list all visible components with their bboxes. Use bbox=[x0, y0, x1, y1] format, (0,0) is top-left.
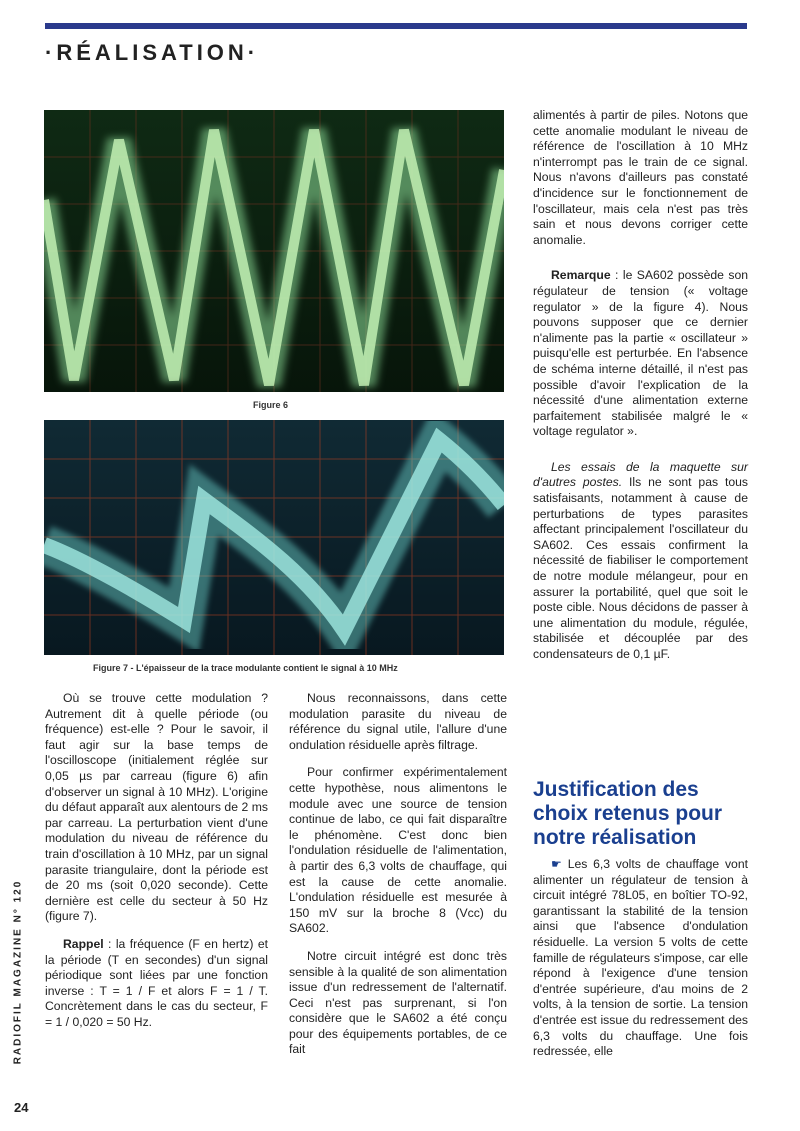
figure-7-caption: Figure 7 - L'épaisseur de la trace modulante contient le signal à 10 MHz bbox=[93, 663, 398, 673]
col3-paragraph-2 bbox=[533, 268, 748, 440]
col2-paragraph-1: Nous reconnaissons, dans cette modulation parasite du niveau de référence du signal utile, l'allure d'une ondulation résiduelle après filtrage. bbox=[289, 691, 507, 752]
col2-paragraph-3: Notre circuit intégré est donc très sensible à la qualité de son alimentation issue d'un redressement de l'alternatif. Ceci n'est pas surprenant, si l'on considère que le SA602 a été conçu pour des équipements portables, de ce fait bbox=[289, 948, 507, 1057]
section-heading: Justification des choix retenus pour notre réalisation bbox=[533, 778, 723, 849]
remarque-label: Remarque bbox=[551, 268, 611, 283]
magazine-sidebar bbox=[10, 857, 26, 1087]
col1-paragraph-2-text: : la fréquence (F en hertz) et la période (T en secondes) d'un signal périodique sont liées par une fonction inverse : T = 1 / F et alors F = 1 / T. Concrètement dans le cas du secteur, F = 1 / 0,020 = 50 Hz. bbox=[45, 936, 268, 1029]
col1-paragraph-1: Où se trouve cette modulation ? Autrement dit à quelle période (ou fréquence) est-elle ? Pour le savoir, il faut agir sur la base temps de l'oscilloscope (initialement réglée sur 0,05 µs par carreau (figure 6) afin d'observer un signal à 10 MHz). L'origine du défaut apparaît aux alentours de 2 ms par carreau. La perturbation vient d'une modulation du niveau de référence du train d'oscillation à 10 MHz, par un signal parasite triangulaire, dont la période est de 20 ms (soit 0,020 seconde). Cette dernière est celle du secteur à 50 Hz (figure 7). bbox=[45, 691, 268, 924]
col3-paragraph-2-text: : le SA602 possède son régulateur de tension (« voltage regulator » de la figure 4). Nous pouvons supposer que ce dernier n'alimente pas la partie « oscillateur » puisqu'elle est perturbée. En l'absence de schéma interne détaillé, il n'est pas possible d'avoir l'explication de la nécessité d'une alimentation externe parfaitement stabilisée malgré le « voltage regulator ». bbox=[533, 268, 748, 439]
pointing-hand-icon: ☛ bbox=[551, 857, 562, 871]
magazine-name: RADIOFIL MAGAZINE N° 120 bbox=[12, 879, 24, 1065]
header-rule bbox=[45, 23, 747, 29]
column-3 bbox=[533, 108, 748, 675]
column-1 bbox=[45, 691, 268, 1042]
col2-paragraph-2: Pour confirmer expérimentalement cette hypothèse, nous alimentons le module avec une source de tension continue de labo, ce qui fait disparaître le phénomène. C'est donc bien l'ondulation résiduelle de l'alimentation, à partir des 6,3 volts de chauffage, qui est la cause de cette anomalie. L'ondulation résiduelle est mesurée à 150 mV sur la broche 8 (Vcc) du SA602. bbox=[289, 765, 507, 936]
col3-paragraph-4-text: Les 6,3 volts de chauffage vont alimenter un régulateur de tension à circuit intégré 78L05, en boîtier TO-92, garantissant la stabilité de la tension ainsi que l'absence d'ondulation résiduelle. La version 5 volts de cette famille de régulateurs s'impose, car elle répond à l'exigence d'une tension d'entrée supérieure, d'au moins de 2 volts, à la tension de sortie. La tension d'entrée est issue du redressement des 6,3 volts du chauffage. Une fois redressée, elle bbox=[533, 857, 748, 1059]
page-number: 24 bbox=[14, 1100, 29, 1115]
section-title: ·RÉALISATION· bbox=[45, 40, 260, 65]
col3-paragraph-3 bbox=[533, 460, 748, 663]
col3-paragraph-3-text: Ils ne sont pas tous satisfaisants, notamment à cause de perturbations de types parasites affectant principalement l'oscillateur du SA602. Ces essais confirment la nécessité de fiabiliser le comportement de notre module mélangeur, pour en assurer la portabilité, quel que soit le poste cible. Nous décidons de passer à une alimentation du module, régulée, stabilisée et découplée par des condensateurs de 0,1 µF. bbox=[533, 475, 748, 661]
column-3-bottom bbox=[533, 857, 748, 1072]
figure-6-oscillogram bbox=[44, 110, 504, 392]
figure-6-caption: Figure 6 bbox=[253, 400, 289, 410]
col3-paragraph-1: alimentés à partir de piles. Notons que cette anomalie modulant le niveau de référence de l'oscillation à 10 MHz n'interrompt pas le train de ce signal. Nous n'avons d'ailleurs pas constaté d'incidence sur le fonctionnement de l'oscillateur, mais cela n'est pas très sain et nous devons corriger cette anomalie. bbox=[533, 108, 748, 247]
figure-7-oscillogram bbox=[44, 420, 504, 655]
essais-label: Les essais de la maquette sur d'autres postes. bbox=[533, 459, 748, 490]
column-2 bbox=[289, 691, 507, 1070]
rappel-label: Rappel bbox=[63, 936, 104, 951]
col1-paragraph-2 bbox=[45, 937, 268, 1031]
col3-paragraph-4 bbox=[533, 857, 748, 1060]
